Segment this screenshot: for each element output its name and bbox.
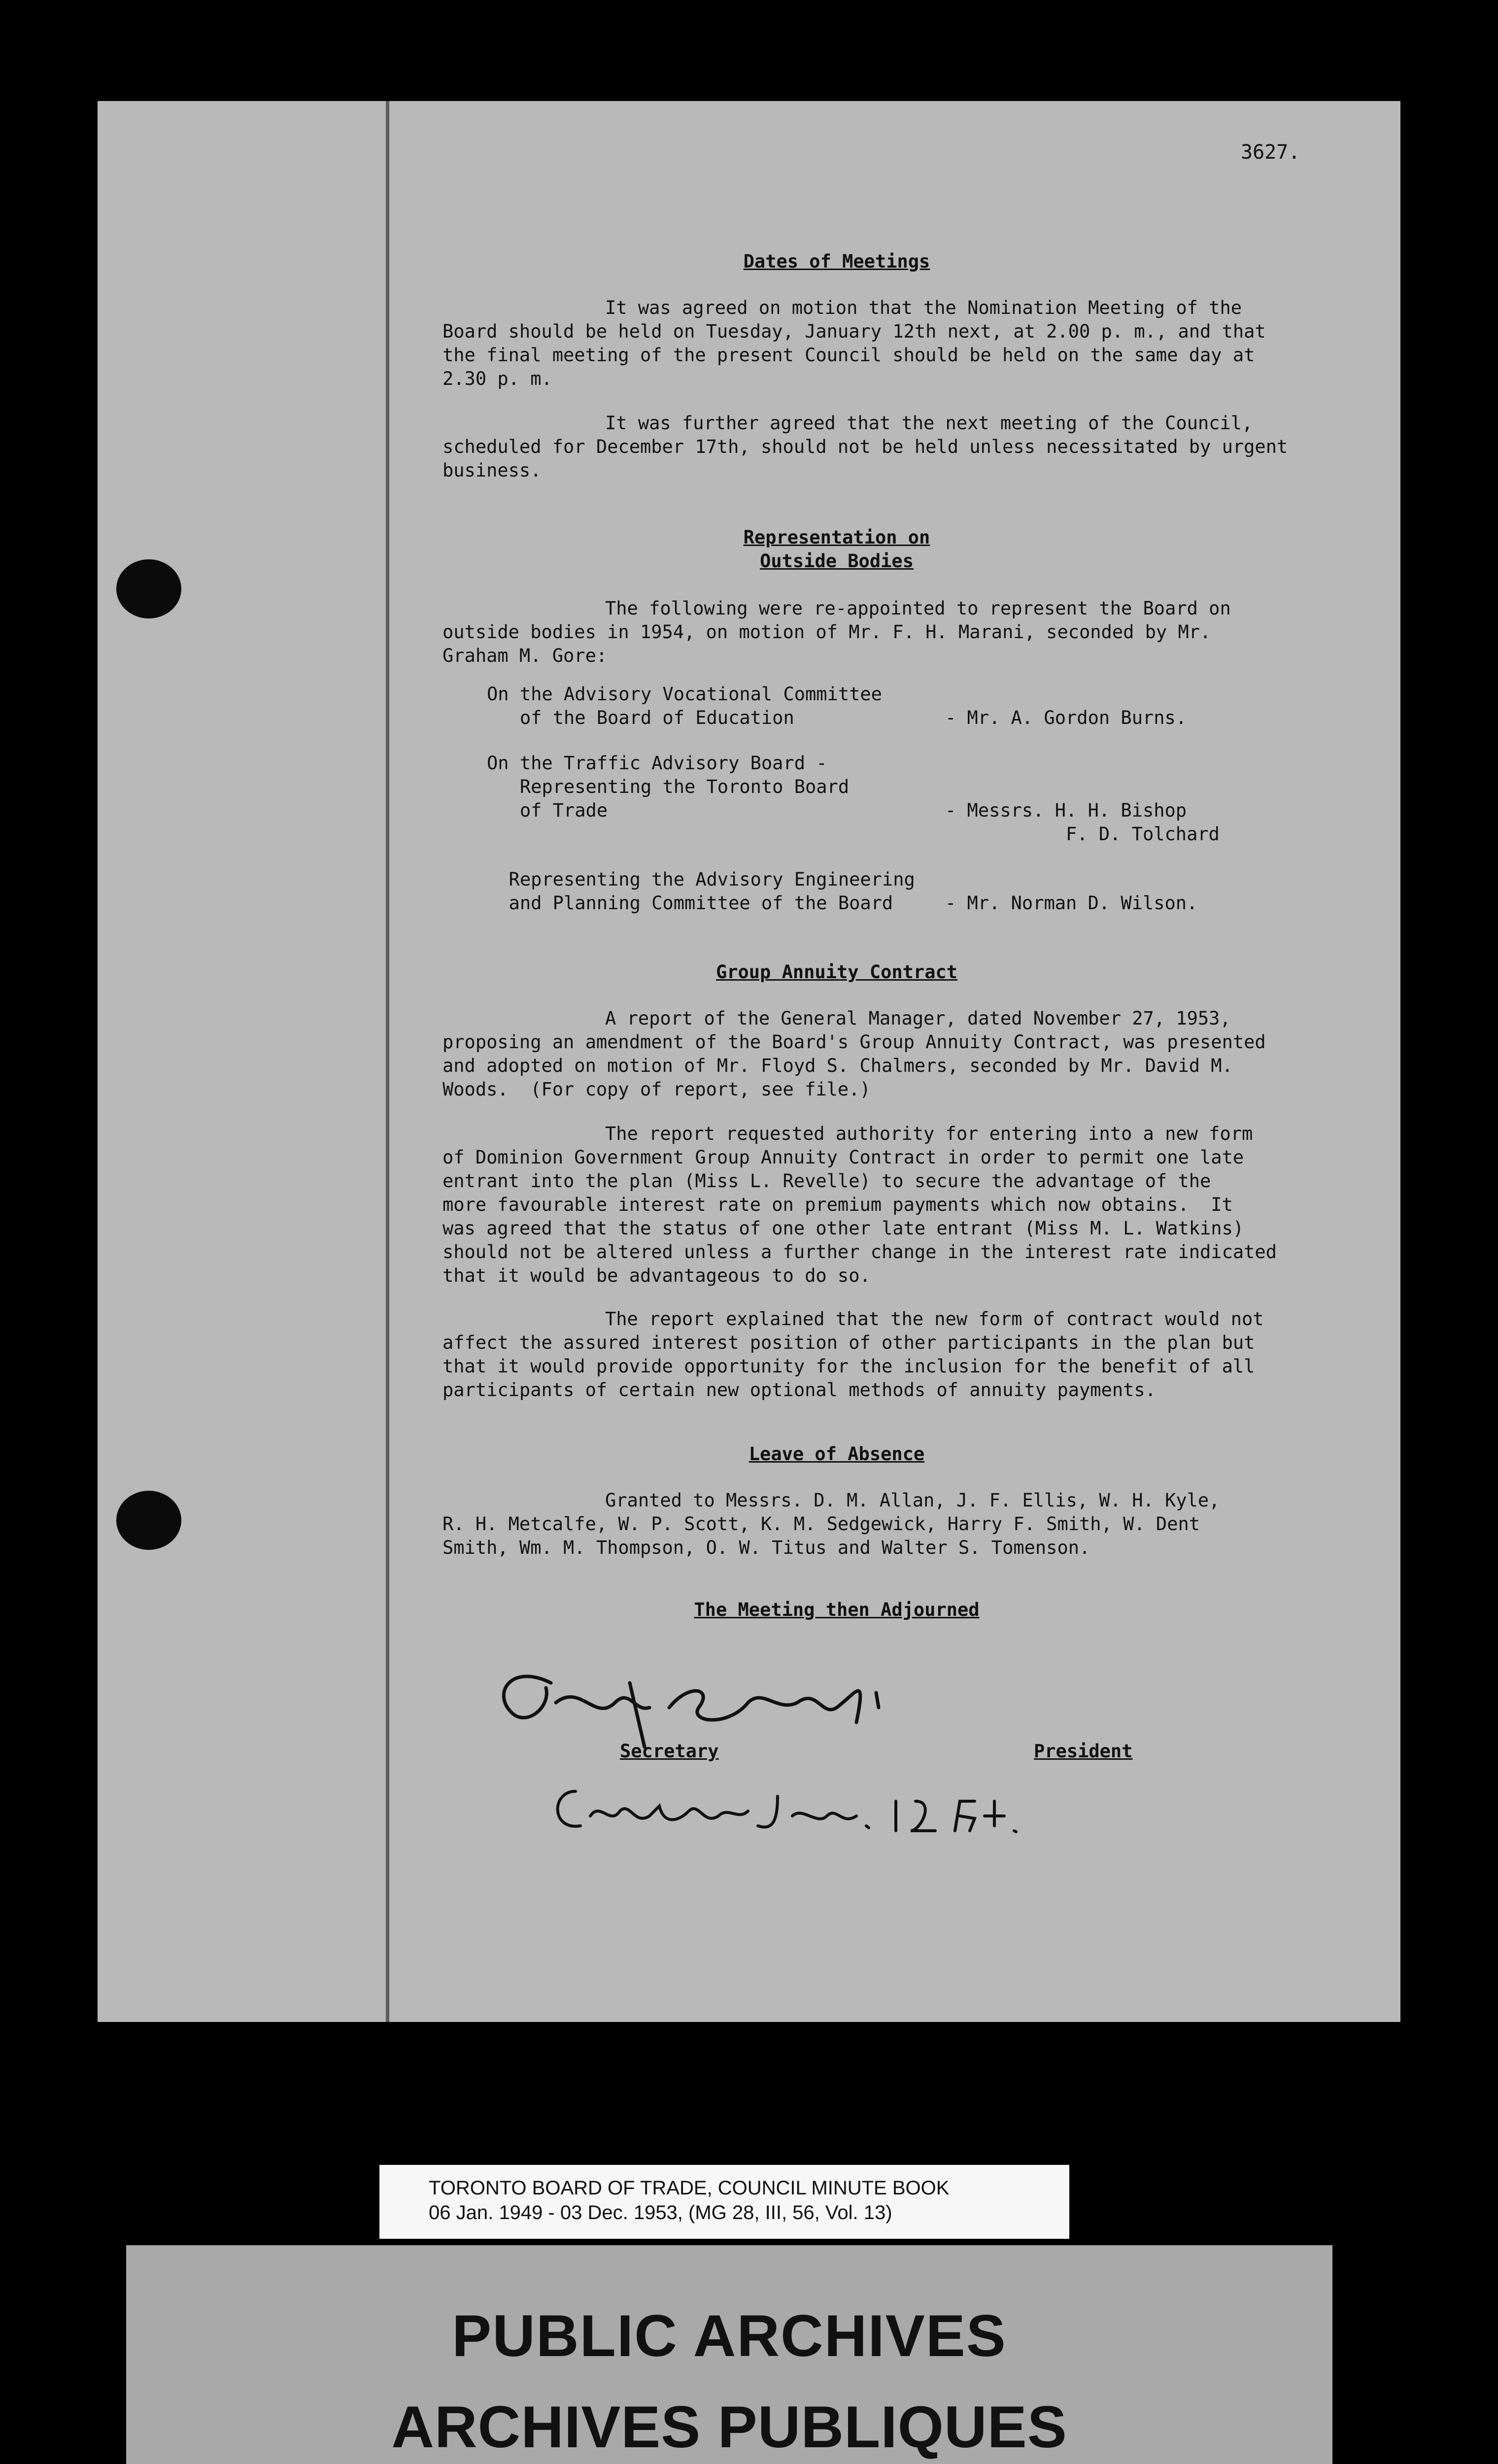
secretary-label: Secretary xyxy=(620,1741,719,1762)
archive-reference-label xyxy=(379,2165,1069,2239)
binder-hole xyxy=(116,559,181,618)
text-line: affect the assured interest position of other participants in the plan but xyxy=(443,1332,1255,1353)
text-line: participants of certain new optional methods of annuity payments. xyxy=(443,1379,1156,1401)
text-line: On the Traffic Advisory Board - xyxy=(487,753,827,774)
document-page xyxy=(98,101,1400,2022)
secretary-signature xyxy=(482,1653,975,1781)
heading-representation: Representation on xyxy=(743,527,930,548)
text-line: scheduled for December 17th, should not be held unless necessitated by urgent xyxy=(443,436,1288,457)
paragraph-annuity-2 xyxy=(443,1122,1329,1288)
text-line: the final meeting of the present Council should be held on the same day at xyxy=(443,344,1255,366)
archive-label-line: 06 Jan. 1949 - 03 Dec. 1953, (MG 28, III, 56, Vol. 13) xyxy=(429,2202,892,2224)
text-line: entrant into the plan (Miss L. Revelle) to secure the advantage of the xyxy=(443,1170,1211,1192)
text-line: Graham M. Gore: xyxy=(443,645,608,666)
text-line: business. xyxy=(443,460,542,481)
text-line: Smith, Wm. M. Thompson, O. W. Titus and Walter S. Tomenson. xyxy=(443,1537,1090,1558)
text-line: of Trade xyxy=(487,800,608,821)
text-line: Granted to Messrs. D. M. Allan, J. F. Ellis, W. H. Kyle, xyxy=(605,1490,1220,1511)
text-line: R. H. Metcalfe, W. P. Scott, K. M. Sedgewick, Harry F. Smith, W. Dent xyxy=(443,1513,1200,1535)
heading-group-annuity: Group Annuity Contract xyxy=(715,961,958,983)
text-line: The following were re-appointed to represent the Board on xyxy=(605,598,1231,619)
text-line: It was agreed on motion that the Nomination Meeting of the xyxy=(605,297,1242,318)
page-number: 3627. xyxy=(1241,141,1300,164)
president-label: President xyxy=(1034,1741,1133,1762)
stamp-line-public-archives: PUBLIC ARCHIVES xyxy=(452,2303,1007,2369)
heading-outside-bodies: Outside Bodies xyxy=(760,550,914,572)
text-line: On the Advisory Vocational Committee xyxy=(487,684,882,705)
archive-label-line: TORONTO BOARD OF TRADE, COUNCIL MINUTE BOOK xyxy=(429,2177,950,2199)
text-line: 2.30 p. m. xyxy=(443,368,552,389)
text-line: of the Board of Education xyxy=(487,707,794,728)
text-line: Woods. (For copy of report, see file.) xyxy=(443,1079,871,1100)
paragraph-leave xyxy=(443,1489,1329,1560)
text-line: The report explained that the new form of contract would not xyxy=(605,1308,1264,1330)
appointment-label xyxy=(487,683,980,730)
paragraph-annuity-1 xyxy=(443,1007,1329,1101)
text-line: was agreed that the status of one other late entrant (Miss M. L. Watkins) xyxy=(443,1218,1244,1239)
paragraph-annuity-3 xyxy=(443,1307,1329,1402)
heading-meeting-adjourned: The Meeting then Adjourned xyxy=(694,1599,980,1620)
text-line: A report of the General Manager, dated November 27, 1953, xyxy=(605,1008,1231,1029)
paragraph-representation-intro xyxy=(443,597,1329,668)
text-line: outside bodies in 1954, on motion of Mr. F. H. Marani, seconded by Mr. xyxy=(443,621,1211,643)
heading-leave-of-absence: Leave of Absence xyxy=(749,1443,925,1465)
text-line: - Mr. A. Gordon Burns. xyxy=(945,707,1187,728)
binder-hole xyxy=(116,1491,181,1550)
text-line: Representing the Toronto Board xyxy=(487,776,850,797)
paragraph-dates-1 xyxy=(443,296,1329,391)
text-line: and Planning Committee of the Board xyxy=(487,892,893,914)
text-line: The report requested authority for entering into a new form xyxy=(605,1123,1253,1144)
appointment-label xyxy=(487,868,980,915)
text-line: should not be altered unless a further change in the interest rate indicated xyxy=(443,1241,1277,1263)
margin-rule xyxy=(386,101,389,2022)
text-line: It was further agreed that the next meeting of the Council, xyxy=(605,412,1253,434)
text-line: Representing the Advisory Engineering xyxy=(487,869,915,890)
appointment-label xyxy=(487,752,980,822)
archives-stamp xyxy=(126,2245,1332,2464)
heading-dates-of-meetings: Dates of Meetings xyxy=(743,251,930,272)
text-line: proposing an amendment of the Board's Group Annuity Contract, was presented xyxy=(443,1031,1266,1053)
stamp-line-archives-publiques: ARCHIVES PUBLIQUES xyxy=(391,2394,1067,2460)
confirmed-note-handwriting xyxy=(541,1772,1034,1850)
text-line: that it would provide opportunity for the inclusion for the benefit of all xyxy=(443,1356,1255,1377)
text-line: F. D. Tolchard xyxy=(945,823,1220,845)
appointment-name xyxy=(945,891,1339,915)
text-line: - Messrs. H. H. Bishop xyxy=(945,800,1187,821)
text-line: Board should be held on Tuesday, January 12th next, at 2.00 p. m., and that xyxy=(443,321,1266,342)
text-line: more favourable interest rate on premium payments which now obtains. It xyxy=(443,1194,1233,1215)
text-line: and adopted on motion of Mr. Floyd S. Chalmers, seconded by Mr. David M. xyxy=(443,1055,1233,1076)
appointment-name xyxy=(945,799,1339,846)
text-line: that it would be advantageous to do so. xyxy=(443,1265,871,1286)
appointment-name xyxy=(945,706,1339,730)
text-line: of Dominion Government Group Annuity Contract in order to permit one late xyxy=(443,1147,1244,1168)
text-line: - Mr. Norman D. Wilson. xyxy=(945,892,1198,914)
paragraph-dates-2 xyxy=(443,411,1329,482)
